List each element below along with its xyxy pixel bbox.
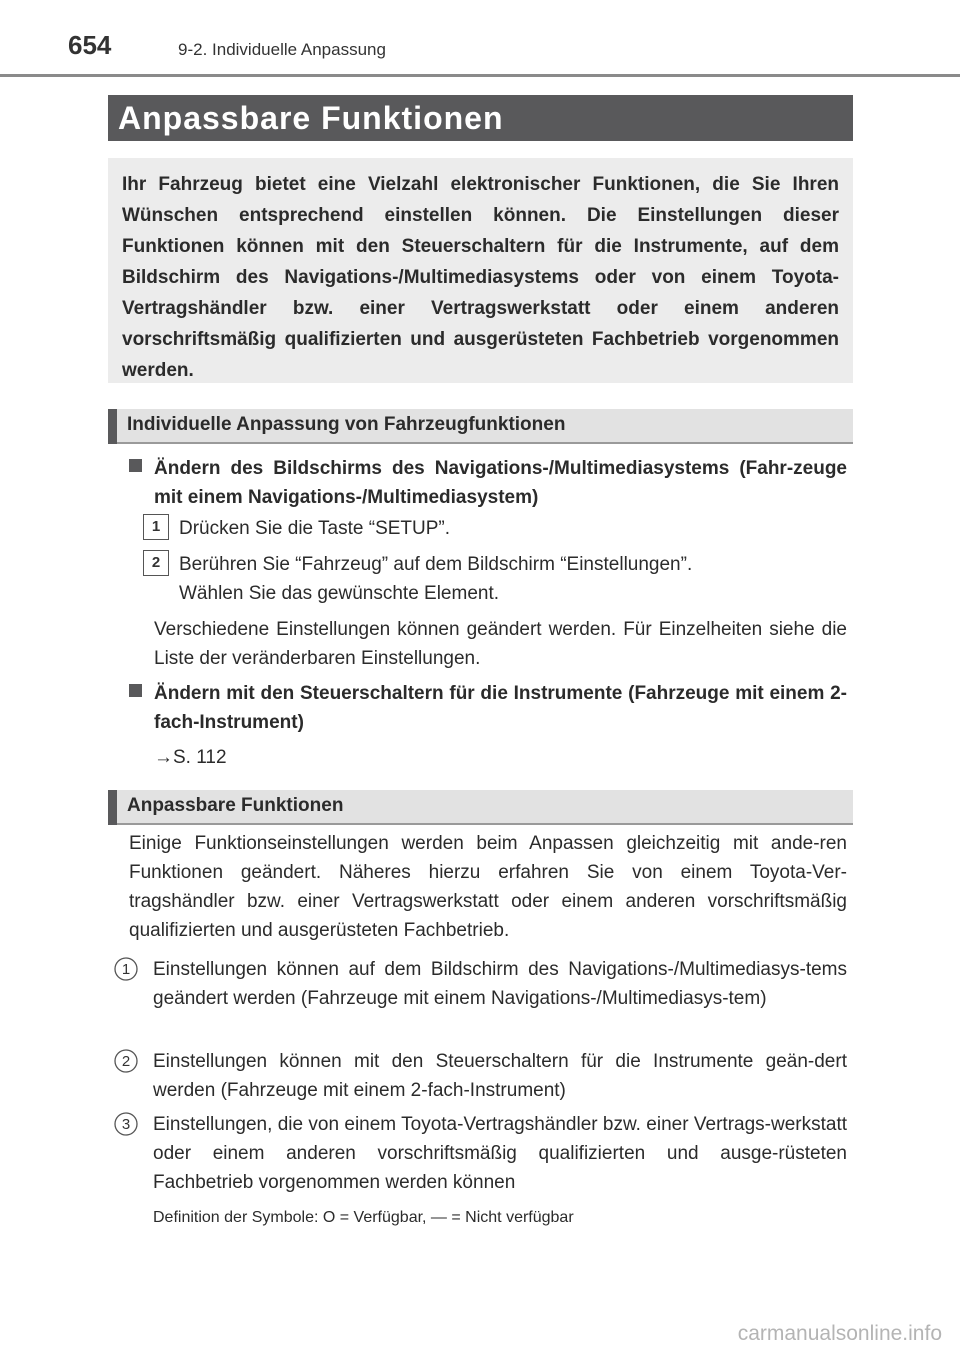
step-text: Drücken Sie die Taste “SETUP”. bbox=[179, 518, 451, 539]
section-heading-functions bbox=[108, 790, 853, 825]
section-heading-label: Individuelle Anpassung von Fahrzeugfunktionen bbox=[127, 414, 566, 435]
numbered-item-3 bbox=[114, 1110, 847, 1197]
number-2-icon bbox=[114, 1049, 138, 1073]
section-heading-customization bbox=[108, 409, 853, 444]
intro-box bbox=[108, 158, 853, 383]
bullet-square-icon bbox=[129, 459, 142, 472]
page-title: Anpassbare Funktionen bbox=[118, 100, 504, 136]
bullet-square-icon bbox=[129, 684, 142, 697]
settings-paragraph: Verschiedene Einstellungen können geändert werden. Für Einzelheiten siehe die Liste der veränderbaren Einstellungen. bbox=[154, 619, 847, 669]
number-3-digit: 3 bbox=[121, 1116, 131, 1133]
bullet-text: Ändern mit den Steuerschaltern für die Instrumente (Fahrzeuge mit einem 2-fach-Instrument) bbox=[154, 683, 847, 733]
step-number-box: 2 bbox=[143, 550, 169, 576]
page-number: 654 bbox=[68, 30, 112, 60]
numbered-item-text: Einstellungen, die von einem Toyota-Vertragshändler bzw. einer Vertrags-werkstatt oder einem anderen vorschriftsmäßig qualifizierten und ausge-rüsteten Fachbetrieb vorgenommen werden können bbox=[153, 1114, 847, 1193]
numbered-item-text: Einstellungen können mit den Steuerschaltern für die Instrumente geän-dert werden (Fahrzeuge mit einem 2-fach-Instrument) bbox=[153, 1051, 847, 1101]
step-text: Berühren Sie “Fahrzeug” auf dem Bildschirm “Einstellungen”. bbox=[179, 554, 693, 575]
bullet-instrument-switches bbox=[129, 679, 847, 737]
intro-text: Ihr Fahrzeug bietet eine Vielzahl elektronischer Funktionen, die Sie Ihren Wünschen entsprechend einstellen können. Die Einstellungen dieser Funktionen können mit den Steuerschaltern für die Instrumente, auf dem Bildschirm des Navigations-/Multimediasystems oder von einem Toyota-Vertragshändler bzw. einer Vertragswerkstatt oder einem anderen vorschriftsmäßig qualifizierten und ausgerüsteten Fachbetrieb vorgenommen werden. bbox=[122, 174, 839, 381]
numbered-item-text: Einstellungen können auf dem Bildschirm des Navigations-/Multimediasys-tems geändert werden (Fahrzeuge mit einem Navigations-/Multimediasys-tem) bbox=[153, 959, 847, 1009]
section-heading-label: Anpassbare Funktionen bbox=[127, 795, 344, 816]
header-rule bbox=[0, 74, 960, 77]
watermark: carmanualsonline.info bbox=[737, 1322, 942, 1345]
title-bar bbox=[108, 95, 853, 141]
step-1 bbox=[143, 514, 847, 543]
number-2-digit: 2 bbox=[121, 1053, 131, 1070]
number-1-digit: 1 bbox=[121, 961, 131, 978]
page-reference: →S. 112 bbox=[154, 747, 227, 768]
number-1-icon bbox=[114, 957, 138, 981]
numbered-item-1 bbox=[114, 955, 847, 1013]
bullet-navigation-screen bbox=[129, 454, 847, 512]
functions-paragraph: Einige Funktionseinstellungen werden beim Anpassen gleichzeitig mit ande-ren Funktionen geändert. Näheres hierzu erfahren Sie von einem Toyota-Ver-tragshändler bzw. einer Vertragswerkstatt oder einem anderen vorschriftsmäßig qualifizierten und ausgerüsteten Fachbetrieb. bbox=[129, 833, 847, 941]
bullet-text: Ändern des Bildschirms des Navigations-/Multimediasystems (Fahr-zeuge mit einem Navigations-/Multimediasystem) bbox=[154, 458, 847, 508]
number-3-icon bbox=[114, 1112, 138, 1136]
section-path: 9-2. Individuelle Anpassung bbox=[178, 40, 386, 59]
step-number-box: 1 bbox=[143, 514, 169, 540]
step-2 bbox=[143, 550, 847, 608]
symbol-definition-footnote: Definition der Symbole: O = Verfügbar, — = Nicht verfügbar bbox=[153, 1209, 574, 1226]
numbered-item-2 bbox=[114, 1047, 847, 1105]
step-text-continued: Wählen Sie das gewünschte Element. bbox=[179, 583, 500, 604]
